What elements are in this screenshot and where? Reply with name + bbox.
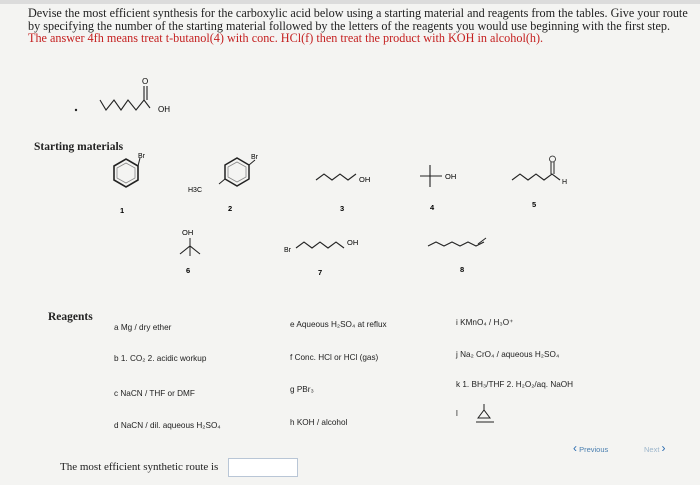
reagent-e: e Aqueous H₂SO₄ at reflux [290,320,387,329]
sm2-h3c-label: H3C [188,187,203,194]
sm1-br-label: Br [138,153,145,160]
starting-material-5 [508,150,588,210]
chevron-right-icon: › [661,441,666,455]
sm6-oh-label: OH [182,228,194,237]
target-molecule [70,70,200,120]
sm4-oh-label: OH [445,172,457,181]
sm3-number: 3 [340,204,345,213]
starting-material-8 [424,232,514,277]
previous-button[interactable]: ‹ Previous [573,441,609,455]
reagents-heading: Reagents [48,311,93,323]
reagent-g: g PBr₃ [290,385,314,394]
starting-material-1 [98,150,148,215]
starting-materials-heading: Starting materials [34,141,124,153]
reagent-j: j Na₂ CrO₄ / aqueous H₂SO₄ [456,350,560,359]
sm4-number: 4 [430,203,435,212]
starting-material-3 [312,160,382,215]
target-oh-label: OH [158,105,170,114]
starting-material-6 [170,222,220,277]
route-label: The most efficient synthetic route is [60,461,219,473]
reagent-b: b 1. CO₂ 2. acidic workup [114,354,207,363]
reagent-c: c NaCN / THF or DMF [114,389,195,398]
reagent-k: k 1. BH₃/THF 2. H₂O₂/aq. NaOH [456,380,574,389]
sm6-number: 6 [186,266,191,275]
reagent-l-structure [470,402,500,428]
sm2-br-label: Br [251,154,258,161]
instructions-line-3: The answer 4fh means treat t-butanol(4) with conc. HCl(f) then treat the product with KOH in alcohol(h). [28,31,544,46]
next-button[interactable]: Next › [644,441,666,455]
sm7-oh-label: OH [347,238,359,247]
reagent-i: i KMnO₄ / H₃O⁺ [456,318,514,327]
route-answer-input[interactable] [228,458,298,477]
starting-material-7 [284,230,374,280]
sm7-br-label: Br [284,247,291,254]
instructions-line-1: Devise the most efficient synthesis for the carboxylic acid below using a starting material and reagents from the tables. Give your route [28,6,688,20]
sm7-number: 7 [318,268,323,277]
target-o-label: O [142,77,149,86]
instructions-line-2: by specifying the number of the starting material followed by the letters of the reagents you would use beginning with the first step. [28,18,671,33]
top-bar [0,0,700,4]
reagent-l: l [456,409,458,418]
sm3-oh-label: OH [359,175,371,184]
starting-material-2 [185,150,270,215]
sm5-number: 5 [532,200,537,209]
sm5-h-label: H [562,179,568,186]
sm1-number: 1 [120,206,125,215]
reagent-a: a Mg / dry ether [114,323,172,332]
instructions [28,7,688,45]
sm2-number: 2 [228,204,233,213]
reagent-d: d NaCN / dil. aqueous H₂SO₄ [114,421,221,430]
starting-material-4 [412,155,472,210]
sm8-number: 8 [460,265,465,274]
reagent-f: f Conc. HCl or HCl (gas) [290,353,379,362]
chevron-left-icon: ‹ [573,441,577,455]
reagent-h: h KOH / alcohol [290,418,348,427]
